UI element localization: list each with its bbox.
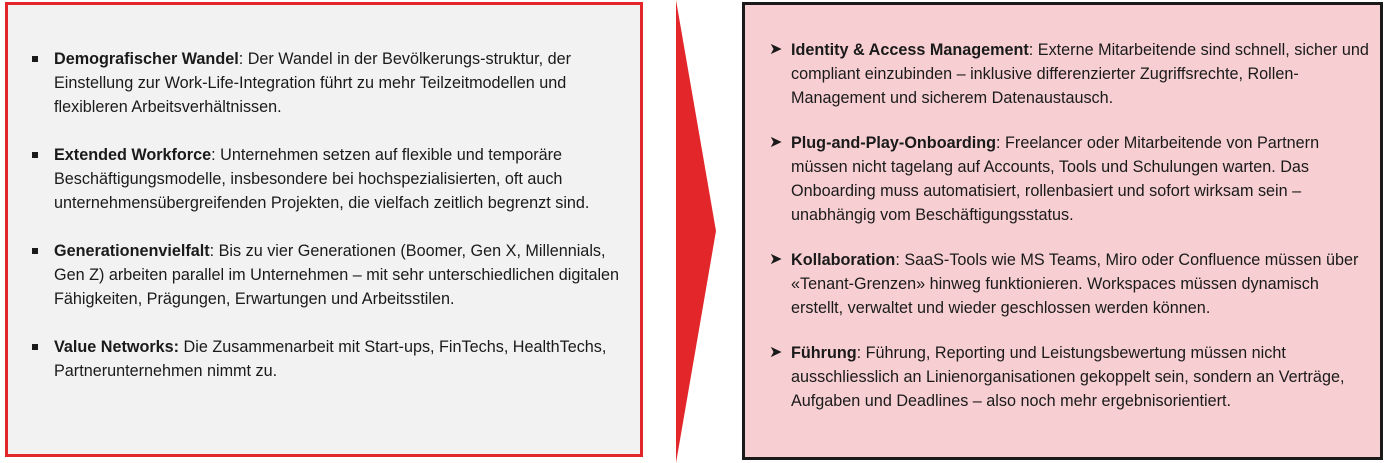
chevron-right-icon: ➤ bbox=[769, 134, 783, 151]
list-item bbox=[30, 239, 628, 311]
chevron-right-icon: ➤ bbox=[769, 41, 783, 58]
item-text: Bis zu vier Generationen (Boomer, Gen X, Millennials, Gen Z) arbeiten parallel im Unternehmen – mit sehr unterschiedlichen digitalen Fähigkeiten, Prägungen, Erwartungen und Arbeitsstilen. bbox=[54, 242, 620, 308]
item-text: SaaS-Tools wie MS Teams, Miro oder Confluence müssen über «Tenant-Grenzen» hinweg funktionieren. Workspaces müssen dynamisch erstellt, verwaltet und wieder geschlossen werden können. bbox=[791, 251, 1359, 317]
item-term: Value Networks: bbox=[54, 338, 180, 356]
item-sep: : bbox=[238, 50, 244, 68]
item-text: Freelancer oder Mitarbeitende von Partnern müssen nicht tagelang auf Accounts, Tools und Schulungen warten. Das Onboarding muss automatisiert, rollenbasiert und sofort wirksam sein – unabhängig vom Beschäftigungsstatus. bbox=[791, 134, 1320, 224]
item-sep: : bbox=[895, 251, 900, 269]
list-item bbox=[769, 341, 1371, 413]
item-sep: : bbox=[1028, 41, 1034, 59]
item-sep: : bbox=[856, 344, 862, 362]
list-item bbox=[30, 335, 628, 383]
item-text: Die Zusammenarbeit mit Start-ups, FinTechs, HealthTechs, Partnerunternehmen nimmt zu. bbox=[54, 338, 607, 380]
square-bullet-icon bbox=[32, 248, 38, 254]
chevron-right-icon: ➤ bbox=[769, 344, 783, 361]
list-item bbox=[769, 131, 1371, 227]
arrow-shape bbox=[676, 0, 716, 463]
chevron-right-icon: ➤ bbox=[769, 251, 783, 268]
square-bullet-icon bbox=[32, 152, 38, 158]
item-term: Generationenvielfalt bbox=[54, 242, 210, 260]
square-bullet-icon bbox=[32, 344, 38, 350]
left-panel bbox=[5, 2, 643, 457]
list-item bbox=[769, 248, 1371, 320]
item-text: Unternehmen setzen auf flexible und temporäre Beschäftigungsmodelle, insbesondere bei hochspezialisierten, oft auch unternehmensübergreifenden Projekten, die vielfach zeitlich begrenzt sind. bbox=[54, 146, 590, 212]
arrow-right-icon bbox=[676, 0, 716, 463]
item-text: Externe Mitarbeitende sind schnell, sicher und compliant einzubinden – inklusive differenzierter Zugriffsrechte, Rollen-Management und sicherem Datenaustausch. bbox=[791, 41, 1369, 107]
item-term: Plug-and-Play-Onboarding bbox=[791, 134, 997, 152]
list-item bbox=[769, 38, 1371, 110]
list-item bbox=[30, 47, 628, 119]
item-term: Demografischer Wandel bbox=[54, 50, 239, 68]
item-text: Der Wandel in der Bevölkerungs-struktur, der Einstellung zur Work-Life-Integration führt zu mehr Teilzeitmodellen und flexibleren Arbeitsverhältnissen. bbox=[54, 50, 571, 116]
item-term: Kollaboration bbox=[791, 251, 896, 269]
square-bullet-icon bbox=[32, 56, 38, 62]
item-text: Führung, Reporting und Leistungsbewertung müssen nicht ausschliesslich an Linienorganisationen gekoppelt sein, sondern an Verträge, Aufgaben und Deadlines – also noch mehr ergebnisorientiert. bbox=[791, 344, 1345, 410]
right-list bbox=[769, 38, 1371, 434]
item-term: Identity & Access Management bbox=[791, 41, 1029, 59]
item-sep: : bbox=[211, 146, 216, 164]
item-sep: : bbox=[996, 134, 1001, 152]
item-term: Extended Workforce bbox=[54, 146, 212, 164]
right-panel bbox=[742, 2, 1383, 460]
item-term: Führung bbox=[791, 344, 857, 362]
list-item bbox=[30, 143, 628, 215]
item-sep: : bbox=[209, 242, 215, 260]
left-list bbox=[30, 47, 628, 407]
